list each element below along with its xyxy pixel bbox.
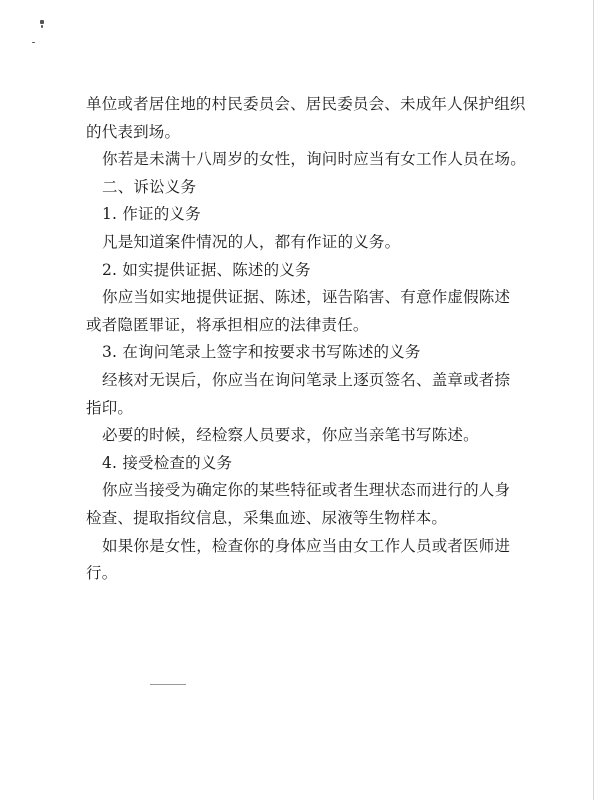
scan-speck	[32, 42, 35, 43]
text-line: 你应当如实地提供证据、陈述，诬告陷害、有意作虚假陈述	[102, 288, 511, 307]
text-line: 如果你是女性，检查你的身体应当由女工作人员或者医师进	[102, 536, 511, 555]
text-line: 检查、提取指纹信息，采集血迹、尿液等生物样本。	[86, 508, 448, 527]
scan-edge-line	[593, 0, 594, 800]
text-line: 经核对无误后，你应当在询问笔录上逐页签名、盖章或者捺	[102, 370, 511, 389]
text-line: 行。	[86, 564, 118, 583]
document-body	[86, 91, 566, 588]
text-line: 4. 接受检查的义务	[102, 453, 233, 472]
text-line: 凡是知道案件情况的人，都有作证的义务。	[102, 232, 401, 251]
scan-speck	[40, 20, 44, 24]
text-line: 二、诉讼义务	[102, 177, 197, 196]
text-line: 的代表到场。	[86, 122, 181, 141]
text-line: 必要的时候，经检察人员要求，你应当亲笔书写陈述。	[102, 426, 479, 445]
text-line: 你若是未满十八周岁的女性，询问时应当有女工作人员在场。	[102, 150, 526, 169]
text-line: 2. 如实提供证据、陈述的义务	[102, 260, 311, 279]
scan-dash-mark	[150, 684, 186, 685]
text-line: 你应当接受为确定你的某些特征或者生理状态而进行的人身	[102, 481, 511, 500]
text-line: 1. 作证的义务	[102, 205, 201, 224]
text-line: 或者隐匿罪证，将承担相应的法律责任。	[86, 315, 369, 334]
text-line: 单位或者居住地的村民委员会、居民委员会、未成年人保护组织	[86, 95, 526, 113]
text-line: 3. 在询问笔录上签字和按要求书写陈述的义务	[102, 343, 421, 362]
scan-speck	[41, 25, 43, 28]
text-line: 指印。	[86, 398, 134, 417]
